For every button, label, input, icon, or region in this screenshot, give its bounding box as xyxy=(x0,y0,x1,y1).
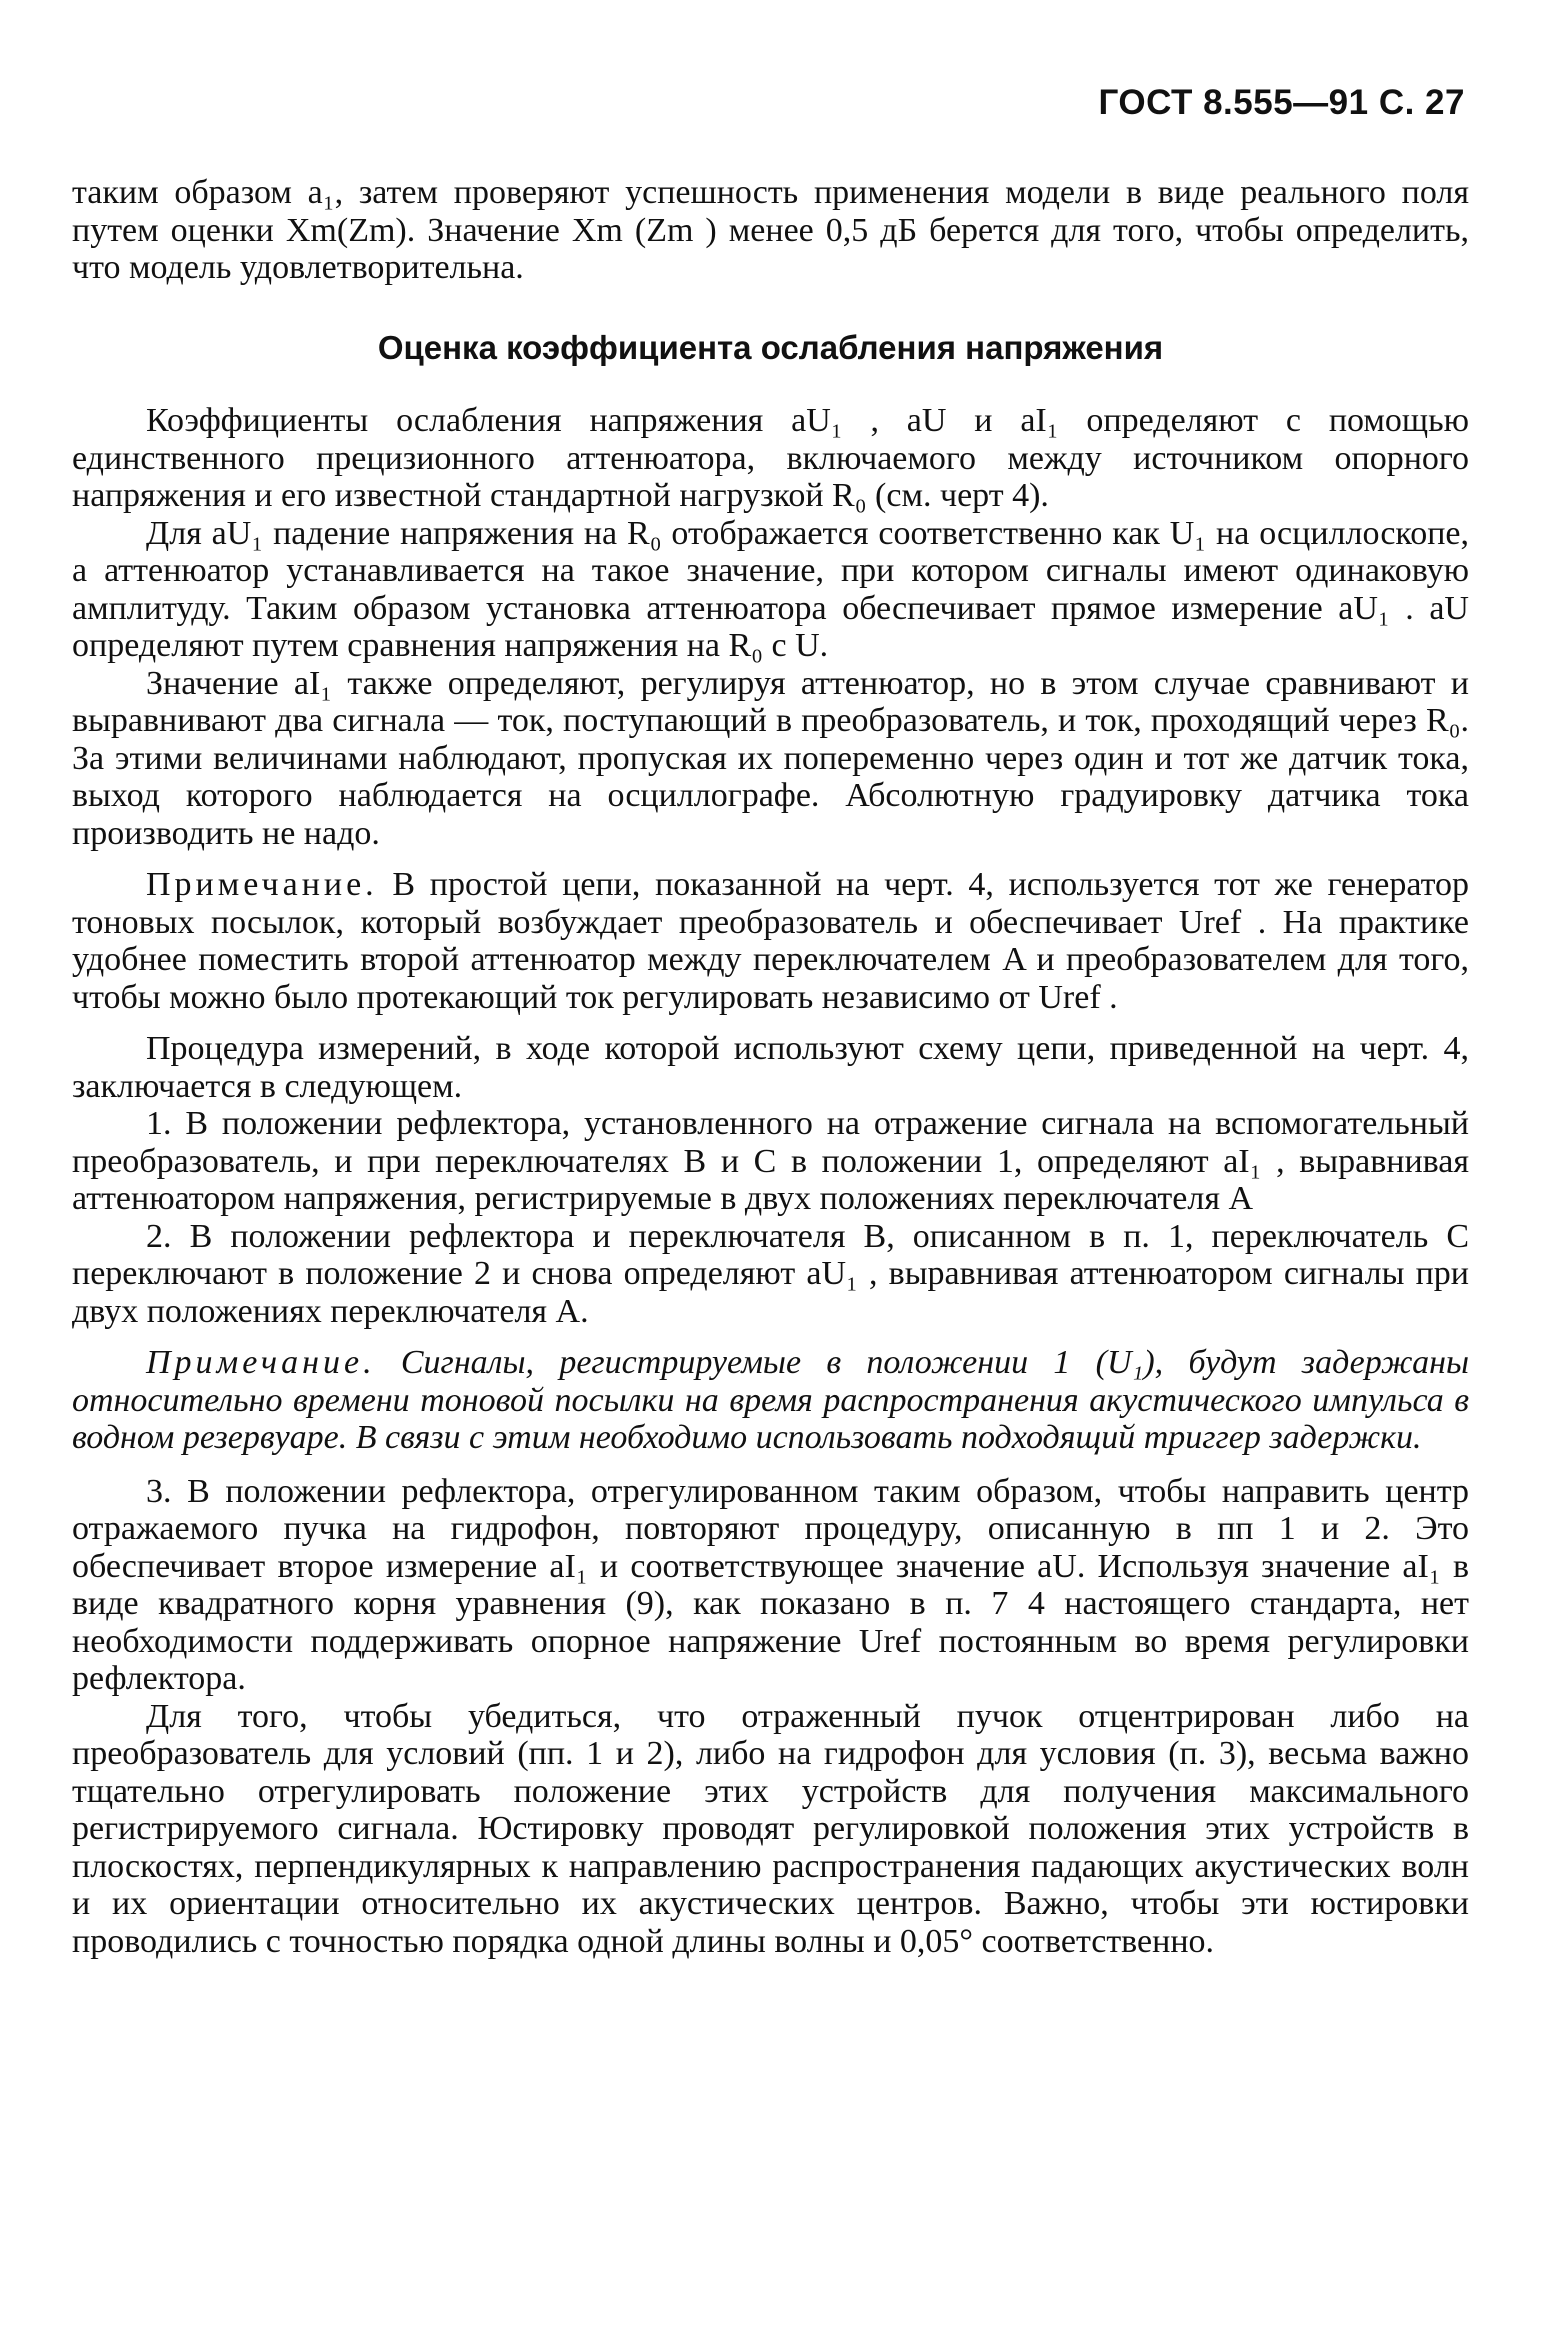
paragraph-1: Коэффициенты ослабления напряжения aU₁ , aU и aI₁ определяют с помощью единственного прецизионного аттенюатора, включаемого между источником опорного напряжения и его известной стандартной нагрузкой R₀ (см. черт 4). xyxy=(72,402,1469,514)
note-1-label: Примечание. xyxy=(146,866,378,903)
note-2-label: Примечание. xyxy=(146,1344,376,1381)
page-header: ГОСТ 8.555—91 С. 27 xyxy=(1098,83,1465,122)
paragraph-5: 1. В положении рефлектора, установленного на отражение сигнала на вспомогательный преобразователь, и при переключателях B и C в положении 1, определяют aI₁ , выравнивая аттенюатором напряжения, регистрируемые в двух положениях переключателя A xyxy=(72,1105,1469,1217)
paragraph-4: Процедура измерений, в ходе которой используют схему цепи, приведенной на черт. 4, заключается в следующем. xyxy=(72,1030,1469,1105)
paragraph-6: 2. В положении рефлектора и переключателя B, описанном в п. 1, переключатель C переключают в положение 2 и снова определяют aU₁ , выравнивая аттенюатором сигналы при двух положениях переключателя A. xyxy=(72,1217,1469,1330)
note-2 xyxy=(72,1344,1469,1457)
note-1-text: В простой цепи, показанной на черт. 4, используется тот же генератор тоновых посылок, который возбуждает преобразователь и обеспечивает Uref . На практике удобнее поместить второй аттенюатор между переключателем A и преобразователем для того, чтобы можно было протекающий ток регулировать независимо от Uref . xyxy=(72,866,1470,1016)
paragraph-3: Значение aI₁ также определяют, регулируя аттенюатор, но в этом случае сравнивают и выравнивают два сигнала — ток, поступающий в преобразователь, и ток, проходящий через R₀. За этими величинами наблюдают, пропуская их попеременно через один и тот же датчик тока, выход которого наблюдается на осциллографе. Абсолютную градуировку датчика тока производить не надо. xyxy=(72,664,1469,852)
paragraph-8: Для того, чтобы убедиться, что отраженный пучок отцентрирован либо на преобразователь для условий (пп. 1 и 2), либо на гидрофон для условия (п. 3), весьма важно тщательно отрегулировать положение этих устройств для получения максимального регистрируемого сигнала. Юстировку проводят регулировкой положения этих устройств в плоскостях, перпендикулярных к направлению распространения падающих акустических волн и их ориентации относительно их акустических центров. Важно, чтобы эти юстировки проводились с точностью порядка одной длины волны и 0,05° соответственно. xyxy=(72,1697,1469,1960)
paragraph-2: Для aU₁ падение напряжения на R₀ отображается соответственно как U₁ на осциллоскопе, а аттенюатор устанавливается на такое значение, при котором сигналы имеют одинаковую амплитуду. Таким образом установка аттенюатора обеспечивает прямое измерение aU₁ . aU определяют путем сравнения напряжения на R₀ с U. xyxy=(72,514,1469,664)
paragraph-7: 3. В положении рефлектора, отрегулированном таким образом, чтобы направить центр отражаемого пучка на гидрофон, повторяют процедуру, описанную в пп 1 и 2. Это обеспечивает второе измерение aI₁ и соответствующее значение aU. Используя значение aI₁ в виде квадратного корня уравнения (9), как показано в п. 7 4 настоящего стандарта, нет необходимости поддерживать опорное напряжение Uref постоянным во время регулировки рефлектора. xyxy=(72,1472,1469,1697)
document-body xyxy=(72,174,1469,1960)
note-2-text: Сигналы, регистрируемые в положении 1 (U₁), будут задержаны относительно времени тоновой посылки на время распространения акустического импульса в водном резервуаре. В связи с этим необходимо использовать подходящий триггер задержки. xyxy=(72,1344,1469,1456)
note-1 xyxy=(72,866,1469,1016)
paragraph-intro: таким образом a₁, затем проверяют успешность применения модели в виде реального поля путем оценки Xm(Zm). Значение Xm (Zm ) менее 0,5 дБ берется для того, чтобы определить, что модель удовлетворительна. xyxy=(72,174,1469,286)
section-heading: Оценка коэффициента ослабления напряжения xyxy=(377,328,1164,366)
